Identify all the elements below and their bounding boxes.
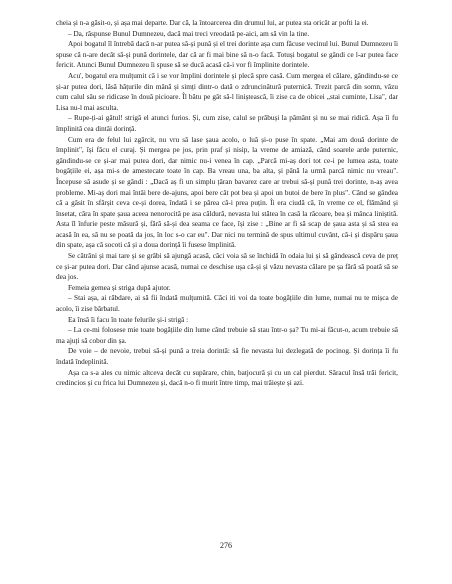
paragraph: Ea însă îi facu în toate felurile și-i strigă :	[68, 315, 189, 324]
paragraph: cheia și n-a găsit-o, și așa mai departe. Dar că, la întoarcerea din drumul lui, ar putea sta oricât ar pofti la ei.	[56, 19, 369, 27]
paragraph: – Rupe-ți-ai gâtul! strigă el atunci furios. Și, cum zise, calul se prăbuși la pământ și nu se mai ridică. Așa îi fu împlinită cea dintâi dorință.	[56, 114, 398, 133]
paragraph: Acu', bogatul era mulțumit că i se vor împlini dorintele și plecă spre casă. Cum mergea el călare, gândindu-se ce și-ar putea dori, lăsă hățurile din mână și simți dintr-o dată o zdruncinătură puternică. Trezit parcă din somn, văzu cum calul său se ridicase în două picioare. Îl bătu pe gât să-l liniștească, îi zise ca de obicei „stai cuminte, Lisa", dar Lisa nu-l mai asculta.	[56, 71, 398, 112]
paragraph: Cum era de felul lui zgârcit, nu vru să lase șaua acolo, o luă și-o puse în spate. „Mai am două dorinte de împlinit", își făcu el curaj. Și mergea pe jos, prin praf și nisip, la vreme de amiază, când soarele arde puternic, gândindu-se ce și-ar mai putea dori, dar nimic nu-i venea în cap. „Parcă mi-aș dori tot ce-i pe lumea asta, toate bogățiile ei, așa mi-s de amestecate toate în cap. Ba vreau una, ba alta, și până la urmă parcă nimic nu vreau". Începuse să asude și se gândi : „Dacă aș fi un simplu țăran bavarez care ar trebui să-și pună trei dorinte, n-aș avea probleme. Mi-aș dori mai întâi bere de-ajuns, apoi bere cât pot bea și apoi un butoi de bere în plus". Când se gândea că a găsit în sfârșit ceva ce-și dorea, îndată i se părea că-i prea puțin. Îi era ciudă că, în vreme ce el, flămând și însetat, căra în spate șaua aceea nenorocită pe asa căldură, nevasta lui stătea în casă la răcoare, bea și mânca liniștită. Asta îl înfurie peste măsură și, fără să-și dea seama ce face, își zise : „Bine ar fi să scap de șaua asta și să stea ea acasă în ea, să nu se poată da jos, în loc s-o car eu". Dar nici nu termină de spus ultimul cuvânt, că-i și dispăru șaua din spate, așa că socoti că și a doua dorință îi fusese împlinită.	[56, 135, 398, 250]
paragraph: – Stai așa, ai răbdare, ai să fii îndată mulțumită. Căci iti voi da toate bogățiile din lume, numai nu te mișca de acolo, îi zise bărbatul.	[56, 294, 398, 314]
paragraph: Apoi bogatul îl întrebă dacă n-ar putea să-și pună și el trei dorinte așa cum făcuse vecinul lui. Bunul Dumnezeu îi spuse că n-are decât să-și pună dorintele, dar că ar fi mai bine să n-o facă. Totuși bogatul se gândi ce l-ar putea face fericit. Atunci Bunul Dumnezeu îi spuse să se ducă acasă că-i vor fi împlinite dorintele.	[56, 40, 398, 70]
body-text	[56, 18, 398, 389]
paragraph: De voie – de nevoie, trebui să-și pună a treia dorintă: să fie nevasta lui dezlegată de pocinog. Și dorința îi fu îndată îndeplinită.	[56, 347, 398, 366]
paragraph: Se cătrăni și mai tare și se grăbi să ajungă acasă, căci voia să se închidă în odaia lui și să gândească ceva de preț ce și-ar putea dori. Dar când ajunse acasă, numai ce deschise ușa că-și și văzu nevasta călare pe șa fără să poată să se dea jos.	[56, 252, 398, 282]
page-number: 276	[220, 541, 232, 550]
paragraph: – La ce-mi folosese mie toate bogățiile din lume când trebuie să stau într-o șa? Tu mi-ai făcut-o, acum trebuie să ma ajuți să cobor din șa.	[56, 326, 398, 345]
paragraph: – Da, răspunse Bunul Dumnezeu, dacă mai treci vreodată pe-aici, am să vin la tine.	[68, 29, 310, 38]
paragraph: Așa ca s-a ales cu nimic altceva decât cu supărare, chin, batjocură și cu un cal pierdut. Săracul însă trăi fericit, credincios și cu frica lui Dumnezeu și, dacă n-o fi murit între timp, mai trăiește și azi.	[56, 368, 398, 388]
paragraph: Femeia gemea și striga după ajutor.	[68, 283, 171, 292]
